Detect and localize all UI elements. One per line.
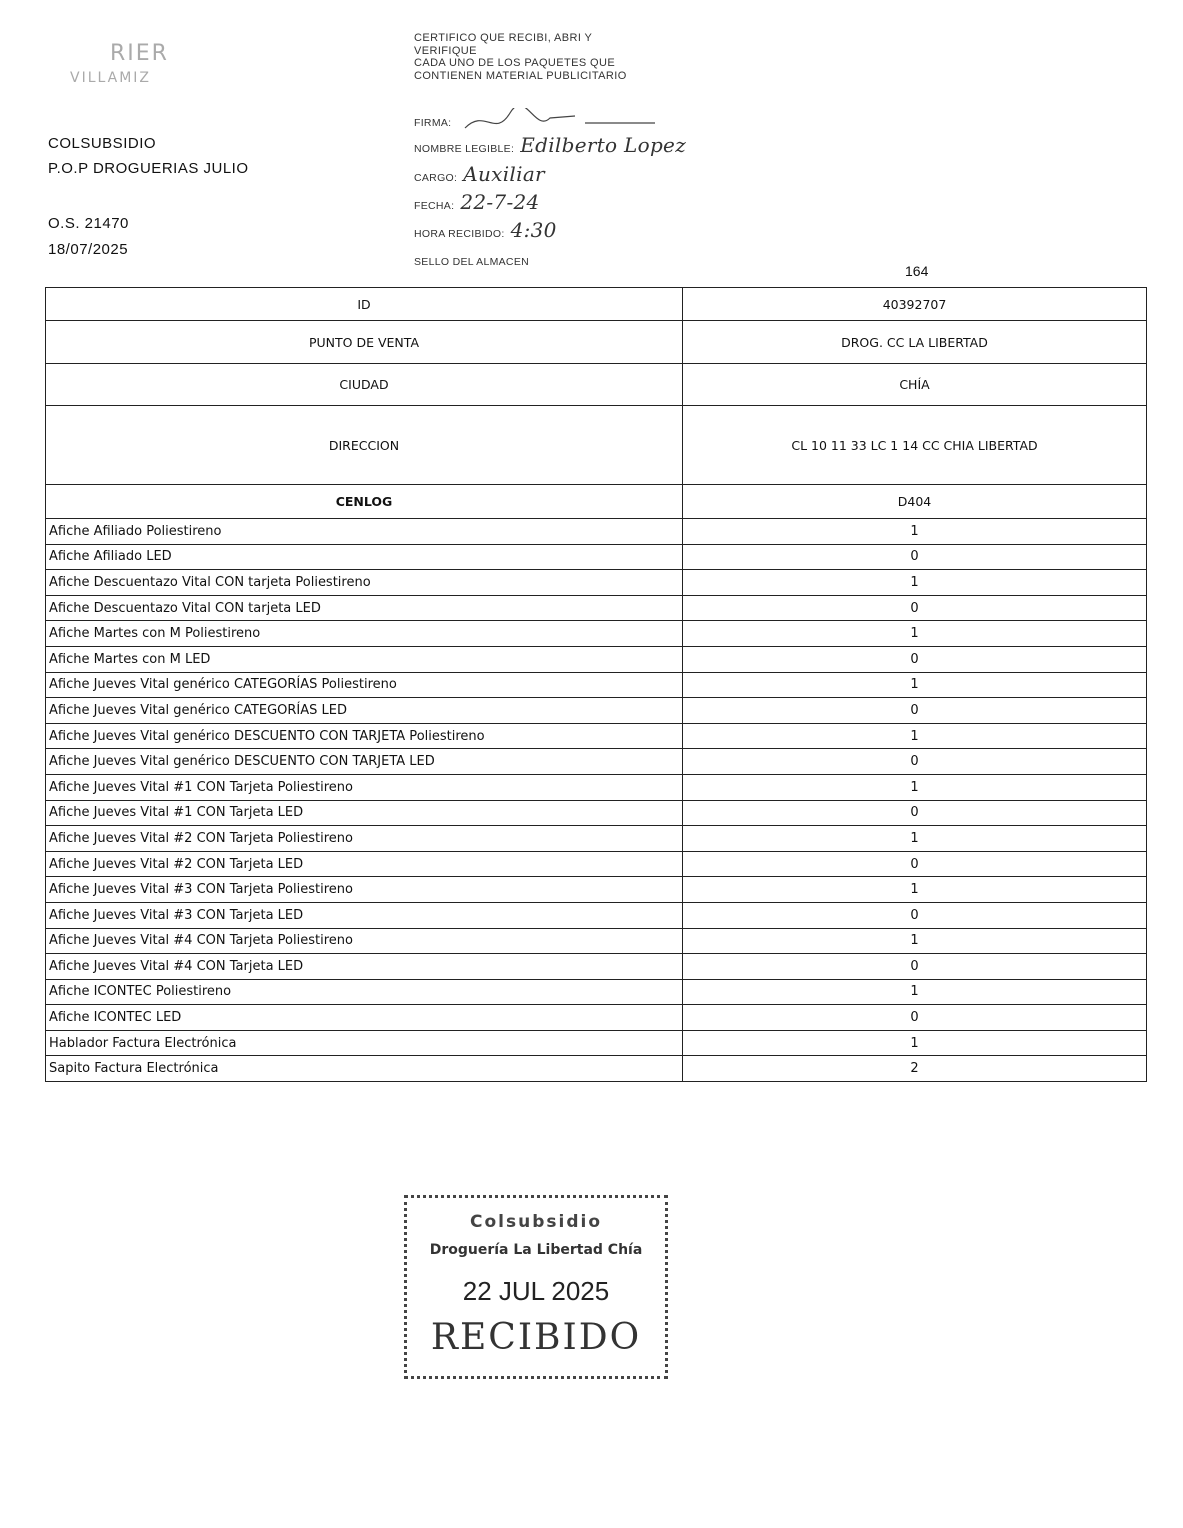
cargo-label: CARGO: — [414, 172, 458, 184]
item-name: Hablador Factura Electrónica — [46, 1030, 683, 1056]
meta-row — [46, 321, 1147, 364]
item-name: Afiche Jueves Vital #1 CON Tarjeta LED — [46, 800, 683, 826]
fecha-field — [414, 190, 540, 214]
meta-label: CENLOG — [46, 485, 683, 519]
table-row — [46, 723, 1147, 749]
hora-value: 4:30 — [510, 218, 557, 242]
meta-value: DROG. CC LA LIBERTAD — [683, 321, 1147, 364]
item-name: Afiche Jueves Vital #4 CON Tarjeta Poliestireno — [46, 928, 683, 954]
item-name: Afiche Jueves Vital #3 CON Tarjeta LED — [46, 902, 683, 928]
table-row — [46, 1030, 1147, 1056]
meta-label: CIUDAD — [46, 364, 683, 406]
item-quantity: 0 — [683, 595, 1147, 621]
item-name: Afiche Martes con M Poliestireno — [46, 621, 683, 647]
campaign-title: P.O.P DROGUERIAS JULIO — [48, 160, 249, 177]
meta-value: D404 — [683, 485, 1147, 519]
item-quantity: 0 — [683, 749, 1147, 775]
item-quantity: 1 — [683, 621, 1147, 647]
item-name: Afiche Jueves Vital #2 CON Tarjeta Poliestireno — [46, 826, 683, 852]
nombre-label: NOMBRE LEGIBLE: — [414, 143, 515, 155]
cert-line: CERTIFICO QUE RECIBI, ABRI Y — [414, 32, 593, 44]
table-row — [46, 826, 1147, 852]
meta-value: 40392707 — [683, 288, 1147, 321]
fecha-value: 22-7-24 — [460, 190, 540, 214]
item-quantity: 1 — [683, 826, 1147, 852]
table-row — [46, 1056, 1147, 1082]
item-name: Afiche ICONTEC LED — [46, 1005, 683, 1031]
table-row — [46, 851, 1147, 877]
meta-label: DIRECCION — [46, 406, 683, 485]
table-row — [46, 570, 1147, 596]
item-name: Afiche Jueves Vital genérico DESCUENTO CON TARJETA LED — [46, 749, 683, 775]
item-quantity: 0 — [683, 698, 1147, 724]
item-name: Afiche Jueves Vital genérico CATEGORÍAS LED — [46, 698, 683, 724]
table-row — [46, 698, 1147, 724]
name-field — [414, 133, 686, 157]
order-number: O.S. 21470 — [48, 215, 129, 232]
item-quantity: 1 — [683, 723, 1147, 749]
meta-value: CHÍA — [683, 364, 1147, 406]
item-quantity: 0 — [683, 954, 1147, 980]
table-row — [46, 954, 1147, 980]
stamp-date: 22 JUL 2025 — [462, 1276, 610, 1306]
cert-line: CONTIENEN MATERIAL PUBLICITARIO — [414, 69, 627, 82]
table-row — [46, 902, 1147, 928]
firma-label: FIRMA: — [414, 116, 452, 129]
table-row — [46, 877, 1147, 903]
table-row — [46, 749, 1147, 775]
table-row — [46, 646, 1147, 672]
meta-row — [46, 288, 1147, 321]
item-quantity: 1 — [683, 519, 1147, 545]
nombre-value: Edilberto Lopez — [520, 133, 687, 157]
item-name: Afiche Descuentazo Vital CON tarjeta LED — [46, 595, 683, 621]
table-row — [46, 800, 1147, 826]
item-quantity: 1 — [683, 774, 1147, 800]
delivery-table — [45, 287, 1147, 1082]
item-name: Afiche Martes con M LED — [46, 646, 683, 672]
item-quantity: 1 — [683, 928, 1147, 954]
table-row — [46, 1005, 1147, 1031]
item-name: Afiche Jueves Vital #3 CON Tarjeta Poliestireno — [46, 877, 683, 903]
company-name: COLSUBSIDIO — [48, 135, 157, 152]
cargo-value: Auxiliar — [463, 162, 545, 186]
item-quantity: 0 — [683, 800, 1147, 826]
hora-label: HORA RECIBIDO: — [414, 228, 505, 240]
item-name: Afiche ICONTEC Poliestireno — [46, 979, 683, 1005]
logo-text: RIER — [110, 41, 169, 66]
cargo-field — [414, 162, 545, 186]
meta-row — [46, 485, 1147, 519]
item-name: Afiche Jueves Vital #1 CON Tarjeta Poliestireno — [46, 774, 683, 800]
item-quantity: 0 — [683, 646, 1147, 672]
stamp-status: RECIBIDO — [430, 1317, 642, 1358]
item-name: Afiche Afiliado Poliestireno — [46, 519, 683, 545]
page-number: 164 — [905, 263, 929, 279]
item-quantity: 1 — [683, 1030, 1147, 1056]
table-row — [46, 621, 1147, 647]
item-name: Afiche Descuentazo Vital CON tarjeta Poliestireno — [46, 570, 683, 596]
item-name: Afiche Afiliado LED — [46, 544, 683, 570]
sello-label: SELLO DEL ALMACEN — [414, 256, 530, 268]
courier-logo — [70, 42, 230, 97]
table-row — [46, 774, 1147, 800]
item-quantity: 0 — [683, 902, 1147, 928]
item-name: Sapito Factura Electrónica — [46, 1056, 683, 1082]
meta-label: ID — [46, 288, 683, 321]
table-row — [46, 595, 1147, 621]
item-name: Afiche Jueves Vital genérico DESCUENTO CON TARJETA Poliestireno — [46, 723, 683, 749]
table-row — [46, 928, 1147, 954]
table-row — [46, 544, 1147, 570]
stamp-store: Droguería La Libertad Chía — [429, 1242, 643, 1258]
cert-line: VERIFIQUE — [414, 44, 477, 57]
document-date: 18/07/2025 — [48, 241, 129, 258]
table-row — [46, 672, 1147, 698]
item-quantity: 0 — [683, 544, 1147, 570]
item-quantity: 2 — [683, 1056, 1147, 1082]
item-quantity: 0 — [683, 851, 1147, 877]
item-quantity: 0 — [683, 1005, 1147, 1031]
meta-value: CL 10 11 33 LC 1 14 CC CHIA LIBERTAD — [683, 406, 1147, 485]
item-name: Afiche Jueves Vital #2 CON Tarjeta LED — [46, 851, 683, 877]
item-quantity: 1 — [683, 877, 1147, 903]
fecha-label: FECHA: — [414, 200, 455, 212]
item-name: Afiche Jueves Vital genérico CATEGORÍAS Poliestireno — [46, 672, 683, 698]
hora-field — [414, 218, 557, 242]
table-row — [46, 519, 1147, 545]
stamp-brand: Colsubsidio — [470, 1212, 602, 1232]
meta-row — [46, 406, 1147, 485]
item-name: Afiche Jueves Vital #4 CON Tarjeta LED — [46, 954, 683, 980]
item-quantity: 1 — [683, 570, 1147, 596]
meta-row — [46, 364, 1147, 406]
certification-text — [414, 32, 627, 82]
table-row — [46, 979, 1147, 1005]
item-quantity: 1 — [683, 979, 1147, 1005]
item-quantity: 1 — [683, 672, 1147, 698]
received-stamp — [404, 1195, 668, 1379]
meta-label: PUNTO DE VENTA — [46, 321, 683, 364]
logo-text: VILLAMIZ — [70, 70, 152, 86]
cert-line: CADA UNO DE LOS PAQUETES QUE — [414, 57, 616, 69]
